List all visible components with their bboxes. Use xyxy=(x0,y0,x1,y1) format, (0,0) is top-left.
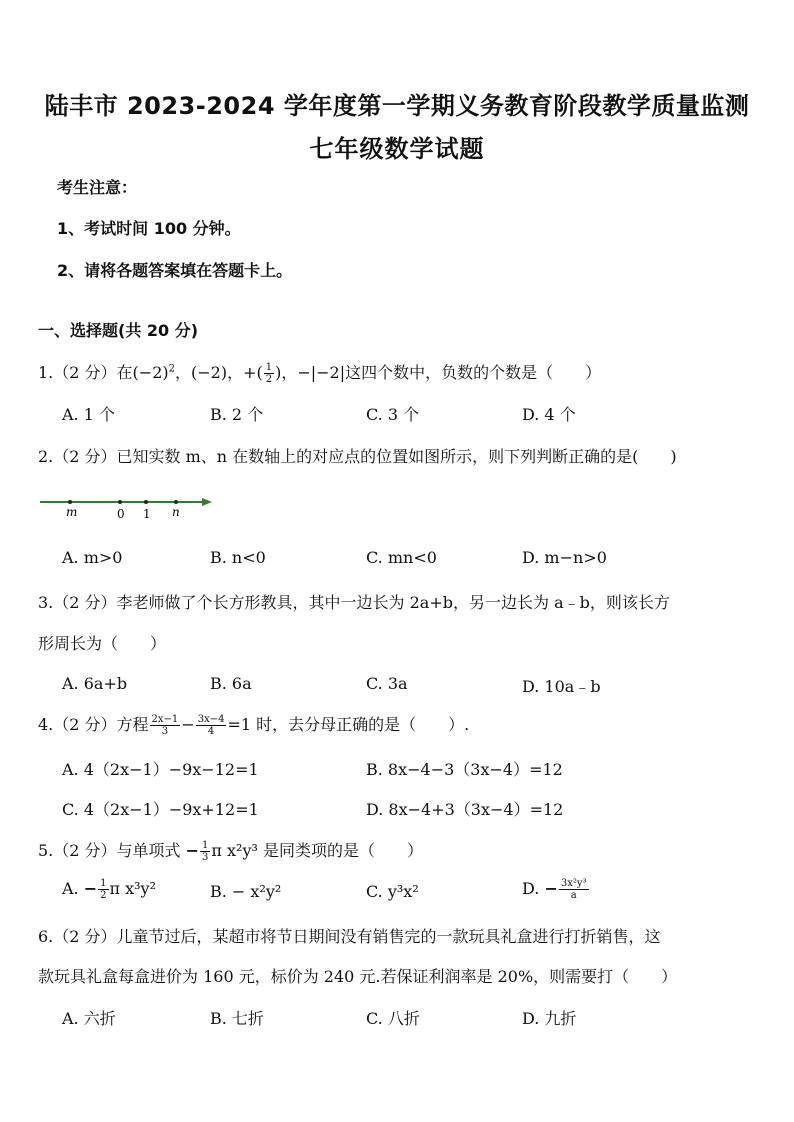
q4-f2-num: 3x−4 xyxy=(197,714,225,725)
q1-expr-a: (−2) xyxy=(132,363,169,382)
label-0: 0 xyxy=(117,507,125,521)
question-3-line-2: 形周长为（ ） xyxy=(38,634,167,653)
q3-option-d: D. 10a﹣b xyxy=(522,677,601,696)
q4-option-b: B. 8x−4−3（3x−4）=12 xyxy=(366,760,563,779)
notice-item-1: 1、考试时间 100 分钟。 xyxy=(57,219,241,238)
q5-suffix: 是同类项的是（ ） xyxy=(263,841,424,860)
q5-opt-d-den: a xyxy=(570,890,577,901)
q5-opt-d-num: 3x²y³ xyxy=(560,878,587,889)
point-m xyxy=(68,500,72,504)
notice-item-2: 2、请将各题答案填在答题卡上。 xyxy=(57,261,293,280)
question-4-stem xyxy=(38,712,469,737)
q5-option-d xyxy=(522,878,590,901)
q4-f1-den: 3 xyxy=(161,726,169,737)
q1-option-b: B. 2 个 xyxy=(210,405,264,424)
notice-heading: 考生注意： xyxy=(57,178,138,197)
q5-stem-frac-den: 3 xyxy=(202,852,209,863)
q5-neg-sign: − xyxy=(185,841,200,860)
q4-option-a: A. 4（2x−1）−9x−12=1 xyxy=(62,760,259,779)
q5-opt-a-label: A. xyxy=(62,879,79,898)
question-6-line-2: 款玩具礼盒每盒进价为 160 元，标价为 240 元.若保证利润率是 20%，则需要打（ ） xyxy=(38,967,678,986)
q1-option-d: D. 4 个 xyxy=(522,405,576,424)
q4-suffix: =1 时，去分母正确的是（ ）. xyxy=(227,715,470,734)
q2-option-c: C. mn<0 xyxy=(366,548,437,567)
q5-opt-a-neg: − xyxy=(83,879,98,898)
question-6-line-1: 6.（2 分）儿童节过后，某超市将节日期间没有销售完的一款玩具礼盒进行打折销售，这 xyxy=(38,927,661,946)
page-title: 陆丰市 2023-2024 学年度第一学期义务教育阶段教学质量监测 xyxy=(44,92,750,120)
q3-option-b: B. 6a xyxy=(210,674,252,693)
q1-sep2: )，−|−2|这四个数中，负数的个数是（ ） xyxy=(275,363,602,382)
number-line-arrow xyxy=(202,498,212,506)
q1-option-a: A. 1 个 xyxy=(62,405,115,424)
q4-f1-num: 2x−1 xyxy=(151,714,179,725)
q5-option-a xyxy=(62,878,156,901)
q5-opt-d-fraction xyxy=(559,878,589,901)
q5-stem-expr: π x²y³ xyxy=(211,841,258,860)
q4-prefix: 4.（2 分）方程 xyxy=(38,715,149,734)
q1-fraction xyxy=(264,362,274,385)
q5-prefix: 5.（2 分）与单项式 xyxy=(38,841,181,860)
q5-opt-d-label: D. xyxy=(522,879,540,898)
q6-option-a: A. 六折 xyxy=(62,1009,116,1028)
point-1 xyxy=(144,500,148,504)
q5-stem-fraction xyxy=(200,840,210,863)
q6-option-b: B. 七折 xyxy=(210,1009,264,1028)
q5-opt-a-expr: π x³y² xyxy=(109,879,157,898)
point-n xyxy=(174,500,178,504)
q1-prefix: 1.（2 分）在 xyxy=(38,363,133,382)
label-1: 1 xyxy=(143,507,151,521)
number-line xyxy=(38,482,218,522)
q2-option-a: A. m>0 xyxy=(62,548,123,567)
label-n: n xyxy=(172,505,180,519)
section-heading: 一、选择题(共 20 分) xyxy=(38,321,199,340)
q4-f2-den: 4 xyxy=(207,726,215,737)
q5-option-b: B. − x²y² xyxy=(210,882,282,901)
q4-option-d: D. 8x−4+3（3x−4）=12 xyxy=(366,800,564,819)
q4-option-c: C. 4（2x−1）−9x+12=1 xyxy=(62,800,259,819)
q2-option-b: B. n<0 xyxy=(210,548,266,567)
q5-opt-a-num: 1 xyxy=(100,878,107,889)
q1-frac-den: 2 xyxy=(265,374,273,385)
q4-minus: − xyxy=(181,715,195,734)
question-2-stem: 2.（2 分）已知实数 m、n 在数轴上的对应点的位置如图所示，则下列判断正确的是( ) xyxy=(38,447,677,466)
q5-option-c: C. y³x² xyxy=(366,882,419,901)
q4-fraction-1 xyxy=(150,714,181,737)
page-subtitle: 七年级数学试题 xyxy=(309,135,485,163)
q6-option-c: C. 八折 xyxy=(366,1009,420,1028)
point-0 xyxy=(118,500,122,504)
q1-sep1: ，(−2)，+( xyxy=(175,363,263,382)
q4-fraction-2 xyxy=(196,714,227,737)
question-3-line-1: 3.（2 分）李老师做了个长方形教具，其中一边长为 2a+b，另一边长为 a﹣b，则该长方 xyxy=(38,593,670,612)
q2-option-d: D. m−n>0 xyxy=(522,548,607,567)
label-m: m xyxy=(66,505,78,519)
q3-option-a: A. 6a+b xyxy=(62,674,128,693)
q5-opt-a-fraction xyxy=(98,878,108,901)
q5-stem-frac-num: 1 xyxy=(202,840,209,851)
q3-option-c: C. 3a xyxy=(366,674,408,693)
question-1-stem xyxy=(38,360,601,385)
q5-opt-a-den: 2 xyxy=(100,890,107,901)
q5-opt-d-neg: − xyxy=(544,879,558,898)
q1-exponent: 2 xyxy=(168,363,175,375)
q1-frac-num: 1 xyxy=(265,362,273,373)
question-5-stem xyxy=(38,838,423,863)
q1-option-c: C. 3 个 xyxy=(366,405,420,424)
q6-option-d: D. 九折 xyxy=(522,1009,577,1028)
